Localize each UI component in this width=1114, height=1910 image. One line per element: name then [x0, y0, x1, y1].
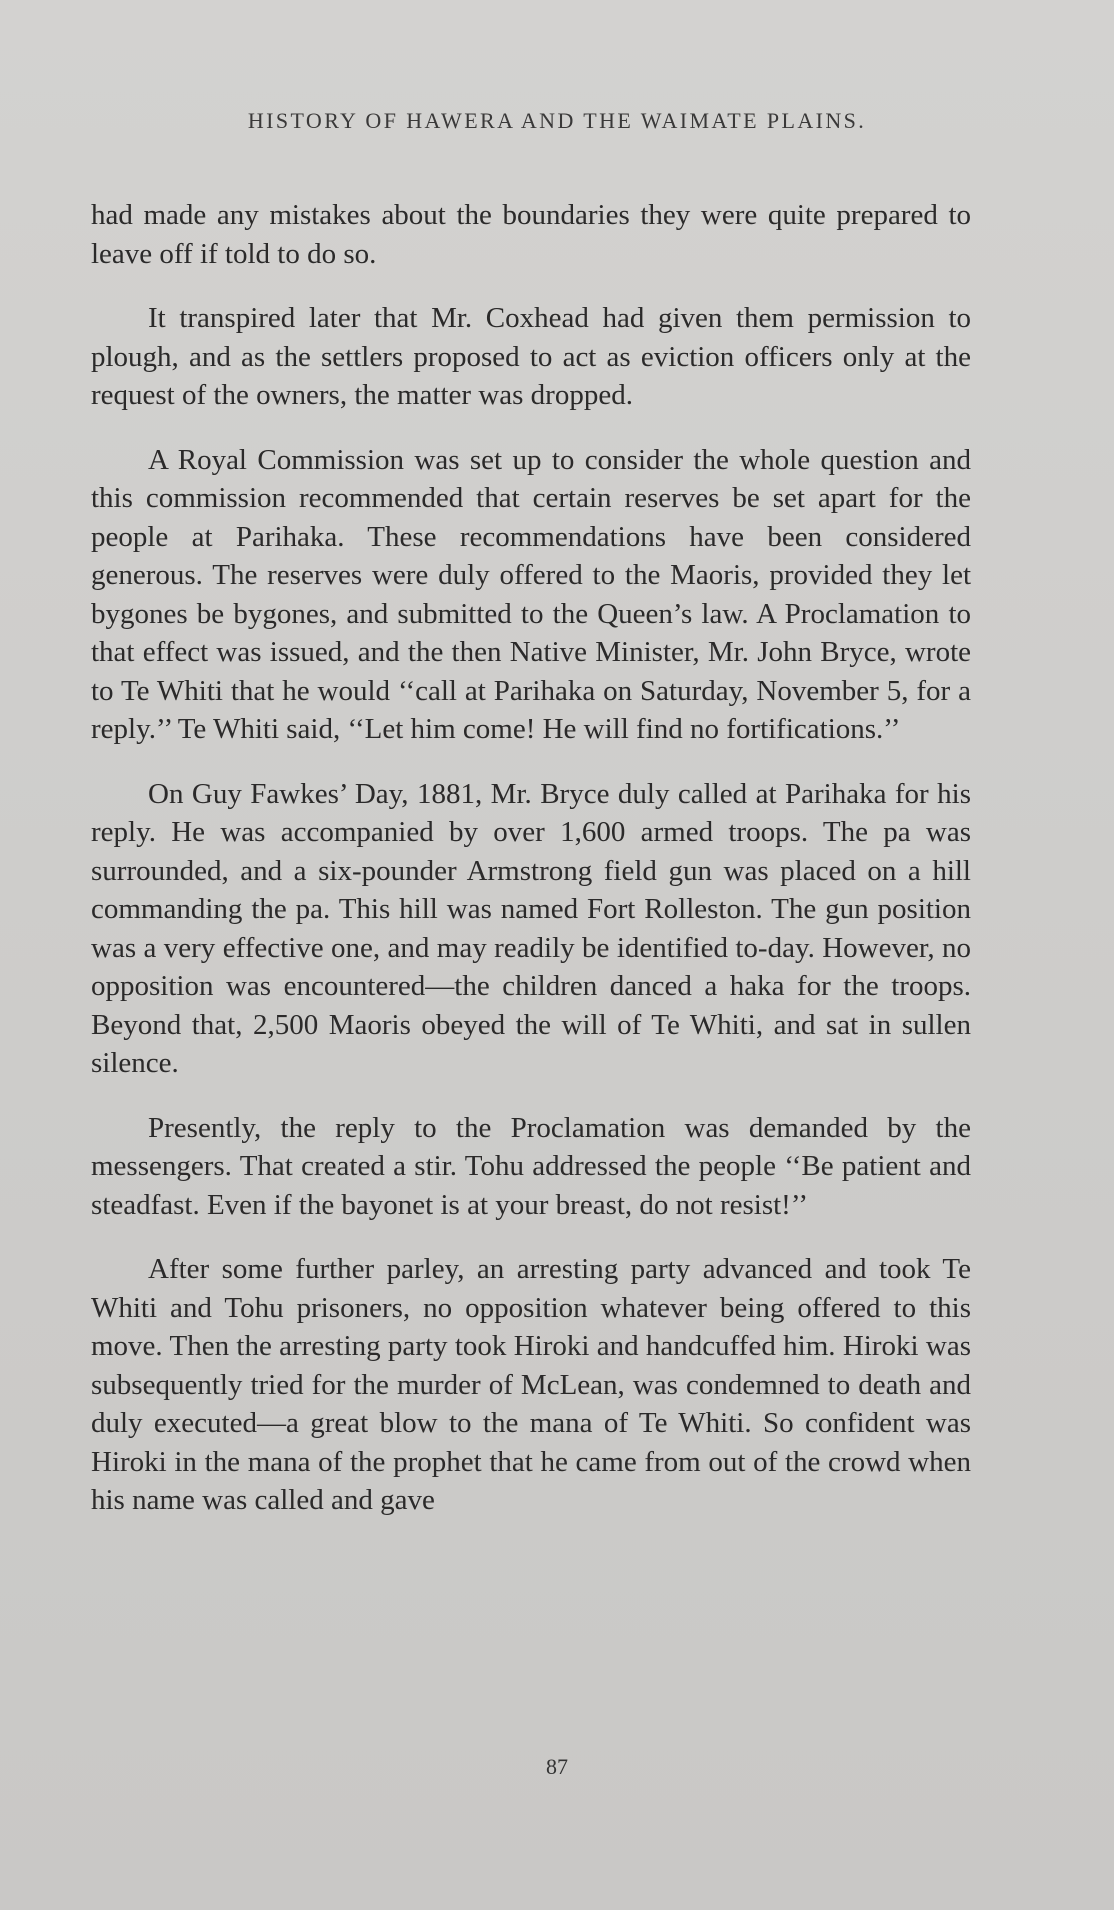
running-head: HISTORY OF HAWERA AND THE WAIMATE PLAINS. [247, 108, 867, 133]
paragraph-coxhead-permission: It transpired later that Mr. Coxhead had given them permission to plough, and as the settlers proposed to act as eviction officers only at the request of the owners, the matter was dropped. [91, 302, 971, 411]
paragraph-continuation: had made any mistakes about the boundaries they were quite prepared to leave off if told to do so. [91, 199, 971, 270]
paragraph-royal-commission: A Royal Commission was set up to consider the whole question and this commission recommended that certain reserves be set apart for the people at Parihaka. These recommendations have been considered generous. The reserves were duly offered to the Maoris, provided they let bygones be bygones, and submitted to the Queen’s law. A Proclamation to that effect was issued, and the then Native Minister, Mr. John Bryce, wrote to Te Whiti that he would ‘‘call at Parihaka on Saturday, November 5, for a reply.’’ Te Whiti said, ‘‘Let him come! He will find no fortifications.’’ [91, 443, 971, 745]
paragraph-guy-fawkes-day: On Guy Fawkes’ Day, 1881, Mr. Bryce duly called at Parihaka for his reply. He was accompanied by over 1,600 armed troops. The pa was surrounded, and a six-pounder Armstrong field gun was placed on a hill commanding the pa. This hill was named Fort Rolleston. The gun position was a very effective one, and may readily be identified to-day. However, no opposition was encountered—the children danced a haka for the troops. Beyond that, 2,500 Maoris obeyed the will of Te Whiti, and sat in sullen silence. [91, 777, 971, 1079]
paragraph-arrest: After some further parley, an arresting party advanced and took Te Whiti and Tohu prisoners, no opposition whatever being offered to this move. Then the arresting party took Hiroki and handcuffed him. Hiroki was subsequently tried for the murder of McLean, was condemned to death and duly executed—a great blow to the mana of Te Whiti. So confident was Hiroki in the mana of the prophet that he came from out of the crowd when his name was called and gave [91, 1253, 971, 1516]
paragraph-proclamation-reply: Presently, the reply to the Proclamation was demanded by the messengers. That created a stir. Tohu addressed the people ‘‘Be patient and steadfast. Even if the bayonet is at your breast, do not resist!’’ [91, 1111, 971, 1221]
body-text [91, 196, 971, 1546]
page-number: 87 [546, 1754, 568, 1779]
